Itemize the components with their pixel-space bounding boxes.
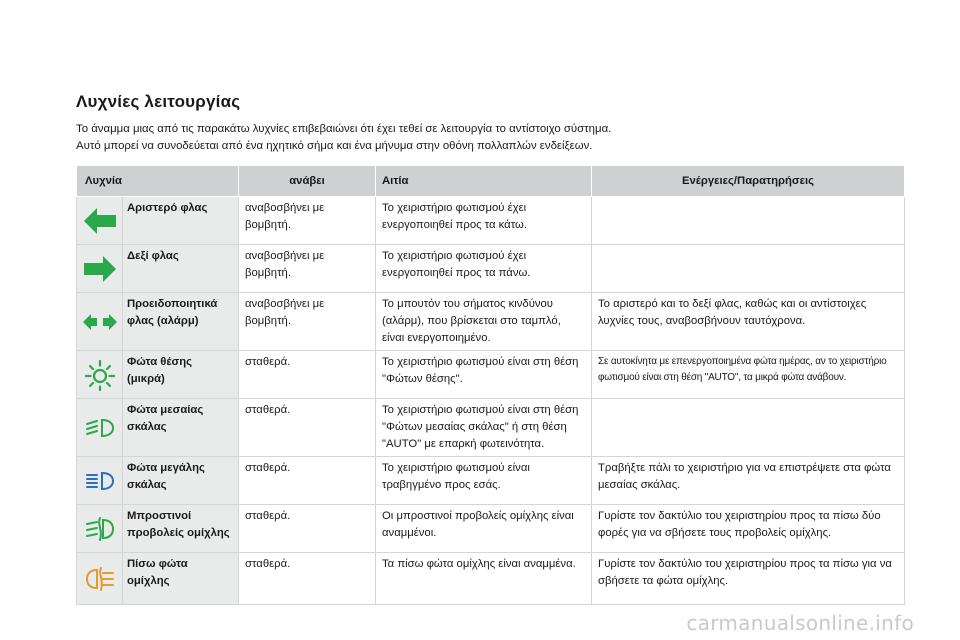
lamp-actions: Το αριστερό και το δεξί φλας, καθώς και οι αντίστοιχες λυχνίες τους, αναβοσβήνουν ταυτόχρονα. — [592, 293, 905, 351]
lamp-cause: Το χειριστήριο φωτισμού έχει ενεργοποιηθεί προς τα πάνω. — [376, 245, 592, 293]
lamp-icon-cell — [77, 293, 123, 351]
lamp-icon-cell — [77, 245, 123, 293]
lamp-state: σταθερά. — [239, 351, 376, 399]
lamp-state: σταθερά. — [239, 399, 376, 457]
dipped-beam-icon — [77, 417, 122, 439]
lamp-cause: Το χειριστήριο φωτισμού είναι τραβηγμένο προς εσάς. — [376, 457, 592, 505]
lamp-state: σταθερά. — [239, 457, 376, 505]
lamp-icon-cell — [77, 553, 123, 605]
lamp-cause: Το χειριστήριο φωτισμού είναι στη θέση "Φώτων θέσης". — [376, 351, 592, 399]
lamp-actions — [592, 245, 905, 293]
header-actions: Ενέργειες/Παρατηρήσεις — [592, 166, 905, 197]
lamp-icon-cell — [77, 197, 123, 245]
lamp-name: Δεξί φλας — [123, 245, 239, 293]
lamp-state: σταθερά. — [239, 553, 376, 605]
lamp-actions: Τραβήξτε πάλι το χειριστήριο για να επιστρέψετε στα φώτα μεσαίας σκάλας. — [592, 457, 905, 505]
lamp-cause: Οι μπροστινοί προβολείς ομίχλης είναι αναμμένοι. — [376, 505, 592, 553]
intro-text — [76, 121, 916, 155]
warning-lamps-table — [76, 165, 905, 605]
lamp-actions — [592, 197, 905, 245]
left-arrow-icon — [77, 206, 122, 236]
table-header-row — [77, 166, 905, 197]
lamp-cause: Το μπουτόν του σήματος κινδύνου (αλάρμ), που βρίσκεται στο ταμπλό, είναι ενεργοποιημένο. — [376, 293, 592, 351]
lamp-cause: Το χειριστήριο φωτισμού είναι στη θέση "Φώτων μεσαίας σκάλας" ή στη θέση "AUTO" με επαρκή φωτεινότητα. — [376, 399, 592, 457]
lamp-cause: Το χειριστήριο φωτισμού έχει ενεργοποιηθεί προς τα κάτω. — [376, 197, 592, 245]
lamp-name: Αριστερό φλας — [123, 197, 239, 245]
front-fog-icon — [77, 517, 122, 541]
page-title: Λυχνίες λειτουργίας — [76, 92, 241, 111]
header-state: ανάβει — [239, 166, 376, 197]
lamp-icon-cell — [77, 351, 123, 399]
lamp-cause: Τα πίσω φώτα ομίχλης είναι αναμμένα. — [376, 553, 592, 605]
lamp-icon-cell — [77, 457, 123, 505]
lamp-state: σταθερά. — [239, 505, 376, 553]
lamp-actions — [592, 399, 905, 457]
hazard-arrows-icon — [77, 312, 122, 332]
intro-line-2: Αυτό μπορεί να συνοδεύεται από ένα ηχητικό σήμα και ένα μήνυμα στην οθόνη πολλαπλών ενδείξεων. — [76, 140, 593, 152]
lamp-name: Προειδοποιητικά φλας (αλάρμ) — [123, 293, 239, 351]
rear-fog-icon — [77, 567, 122, 591]
lamp-actions: Γυρίστε τον δακτύλιο του χειριστηρίου προς τα πίσω δύο φορές για να σβήσετε τους προβολείς ομίχλης. — [592, 505, 905, 553]
lamp-actions: Γυρίστε τον δακτύλιο του χειριστηρίου προς τα πίσω για να σβήσετε τα φώτα ομίχλης. — [592, 553, 905, 605]
table-row — [77, 351, 905, 399]
lamp-icon-cell — [77, 505, 123, 553]
lamp-name: Φώτα μεγάλης σκάλας — [123, 457, 239, 505]
intro-line-1: Το άναμμα μιας από τις παρακάτω λυχνίες επιβεβαιώνει ότι έχει τεθεί σε λειτουργία το αντίστοιχο σύστημα. — [76, 123, 612, 135]
lamp-actions: Σε αυτοκίνητα με επενεργοποιημένα φώτα ημέρας, αν το χειριστήριο φωτισμού είναι στη θέση "AUTO", τα μικρά φώτα ανάβουν. — [592, 351, 905, 399]
table-row — [77, 197, 905, 245]
table-row — [77, 245, 905, 293]
lamp-state: αναβοσβήνει με βομβητή. — [239, 245, 376, 293]
table-row — [77, 457, 905, 505]
lamp-name: Μπροστινοί προβολείς ομίχλης — [123, 505, 239, 553]
header-cause: Αιτία — [376, 166, 592, 197]
lamp-name: Πίσω φώτα ομίχλης — [123, 553, 239, 605]
table-row — [77, 399, 905, 457]
table-row — [77, 293, 905, 351]
watermark[interactable]: carmanualsonline.info — [686, 611, 914, 635]
table-row — [77, 505, 905, 553]
right-arrow-icon — [77, 254, 122, 284]
sidelights-icon — [77, 359, 122, 391]
table-row — [77, 553, 905, 605]
header-lamp: Λυχνία — [77, 166, 239, 197]
main-beam-icon — [77, 470, 122, 492]
lamp-name: Φώτα θέσης (μικρά) — [123, 351, 239, 399]
lamp-state: αναβοσβήνει με βομβητή. — [239, 197, 376, 245]
lamp-state: αναβοσβήνει με βομβητή. — [239, 293, 376, 351]
lamp-icon-cell — [77, 399, 123, 457]
lamp-name: Φώτα μεσαίας σκάλας — [123, 399, 239, 457]
